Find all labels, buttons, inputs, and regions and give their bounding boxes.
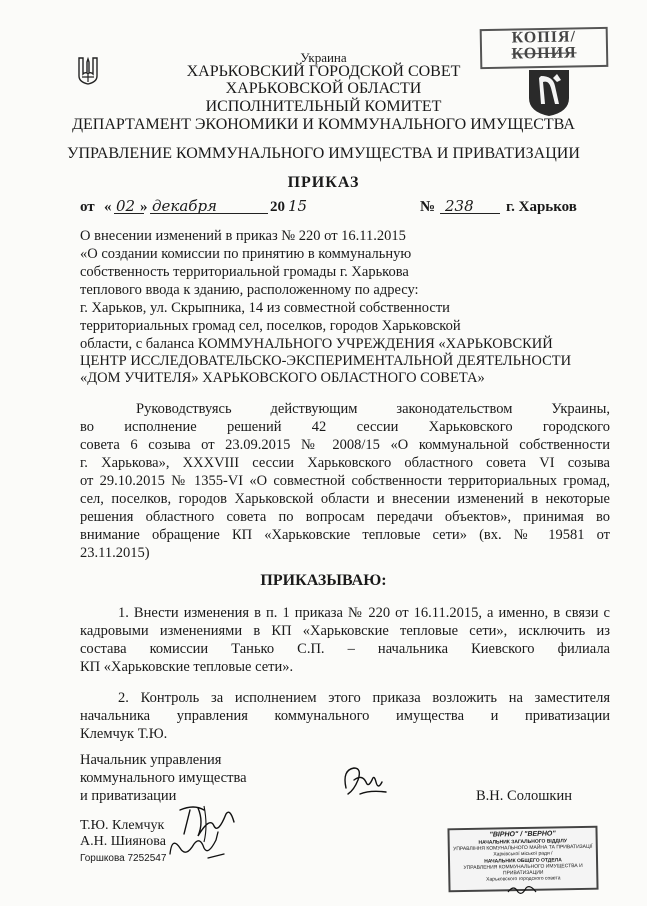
subject-line: теплового ввода к зданию, расположенному по адресу: (80, 282, 419, 298)
item-line: КП «Харьковские тепловые сети». (80, 659, 294, 675)
item-line: 2. Контроль за исполнением этого приказа возложить на заместителя (118, 690, 610, 706)
certification-line: Харьковского городского совета (486, 875, 561, 883)
preamble-line: г. Харькова», XXXVIII сессии Харьковского областного совета VI созыва (80, 455, 610, 471)
preamble-line: совета 6 созыва от 23.09.2015 № 2008/15 «О коммунальной собственности (80, 437, 610, 453)
certification-signature (506, 882, 540, 898)
order-month: декабря (152, 197, 217, 215)
approval-initials (164, 796, 250, 870)
director-signature (340, 760, 390, 802)
signatory-title-line: и приватизации (80, 788, 177, 804)
subject-line: собственность территориальной громады г. Харькова (80, 264, 409, 280)
header-executive: ИСПОЛНИТЕЛЬНЫЙ КОМИТЕТ (205, 98, 442, 115)
order-day: 02 (116, 197, 136, 215)
executor-contact: Горшкова 7252547 (80, 853, 167, 864)
signatory-title-line: коммунального имущества (80, 770, 247, 786)
order-number: 238 (445, 197, 474, 215)
subject-line: «ДОМ УЧИТЕЛЯ» ХАРЬКОВСКОГО ОБЛАСТНОГО СОВЕТА» (80, 370, 485, 386)
certification-line: УПРАВЛЕНИЯ КОММУНАЛЬНОГО ИМУЩЕСТВА И ПРИВАТИЗАЦИИ (463, 862, 583, 877)
header-directorate: УПРАВЛЕНИЕ КОММУНАЛЬНОГО ИМУЩЕСТВА И ПРИВАТИЗАЦИИ (67, 145, 580, 162)
order-year-suffix: 15 (288, 197, 308, 215)
order-city: г. Харьков (506, 199, 577, 215)
order-date-prefix: от (80, 199, 95, 215)
document-type: ПРИКАЗ (287, 174, 360, 191)
preamble-line: внимание обращение КП «Харьковские тепловые сети» (вх. № 19581 от (80, 527, 610, 543)
approval-name: А.Н. Шиянова (80, 834, 166, 849)
order-year-prefix: 20 (270, 199, 285, 215)
item-line: Клемчук Т.Ю. (80, 726, 168, 742)
subject-line: г. Харьков, ул. Скрыпника, 14 из совместной собственности (80, 300, 450, 316)
preamble-line: 23.11.2015) (80, 545, 150, 561)
subject-line: ЦЕНТР ИССЛЕДОВАТЕЛЬСКО-ЭКСПЕРИМЕНТАЛЬНОЙ ДЕЯТЕЛЬНОСТИ (80, 353, 572, 369)
order-meta-line: от « 02 » декабря 20 15 № 238 г. Харьков (80, 197, 577, 215)
signatory-title-line: Начальник управления (80, 752, 222, 768)
certification-line: "ВІРНО" / "ВЕРНО" (489, 830, 556, 839)
subject-line: О внесении изменений в приказ № 220 от 16.11.2015 (80, 228, 406, 244)
copy-stamp-line1: КОПІЯ/ (511, 28, 577, 47)
certification-line: НАЧАЛЬНИК ЗАГАЛЬНОГО ВІДДІЛУ (478, 838, 567, 846)
preamble-line: от 29.10.2015 № 1355-VI «О совместной собственности территориальных громад, (80, 473, 610, 489)
preamble-line: решения областного совета по вопросам передачи объектов», принимая во (80, 509, 610, 525)
header-department: ДЕПАРТАМЕНТ ЭКОНОМИКИ И КОММУНАЛЬНОГО ИМУЩЕСТВА (72, 116, 575, 133)
item-line: 1. Внести изменения в п. 1 приказа № 220 от 16.11.2015, а именно, в связи с (118, 605, 610, 621)
signatory-name: В.Н. Солошкин (476, 788, 572, 804)
certification-line: НАЧАЛЬНИК ОБЩЕГО ОТДЕЛА (484, 856, 562, 865)
approval-name: Т.Ю. Клемчук (80, 818, 165, 833)
item-line: состава комиссии Танько С.П. – начальника Киевского филиала (80, 641, 610, 657)
item-line: начальника управления коммунального имущества и приватизации (80, 708, 610, 724)
subject-line: территориальных громад сел, поселков, городов Харьковской (80, 318, 461, 334)
subject-line: области, с баланса КОММУНАЛЬНОГО УЧРЕЖДЕНИЯ «ХАРЬКОВСКИЙ (80, 336, 553, 352)
header-council: ХАРЬКОВСКИЙ ГОРОДСКОЙ СОВЕТ (186, 63, 461, 80)
certification-line: Харківської міської ради / (493, 850, 553, 858)
header-country: Украина (300, 50, 347, 65)
command-heading: ПРИКАЗЫВАЮ: (260, 572, 387, 589)
order-number-sign: № (420, 199, 436, 215)
preamble-line: во исполнение решений 42 сессии Харьковского городского (80, 419, 610, 435)
subject-line: «О создании комиссии по принятию в коммунальную (80, 246, 412, 262)
item-line: кадровыми изменениями в КП «Харьковские тепловые сети», исключить из (80, 623, 610, 639)
copy-stamp-line2: КОПИЯ (511, 44, 577, 63)
preamble-line: Руководствуясь действующим законодательством Украины, (136, 401, 610, 417)
header-region: ХАРЬКОВСКОЙ ОБЛАСТИ (225, 80, 422, 97)
preamble-line: сел, поселков, городов Харьковской области и внесении изменений в некоторые (80, 491, 610, 507)
certification-line: УПРАВЛІННЯ КОМУНАЛЬНОГО МАЙНА ТА ПРИВАТИЗАЦІЇ (453, 843, 593, 853)
